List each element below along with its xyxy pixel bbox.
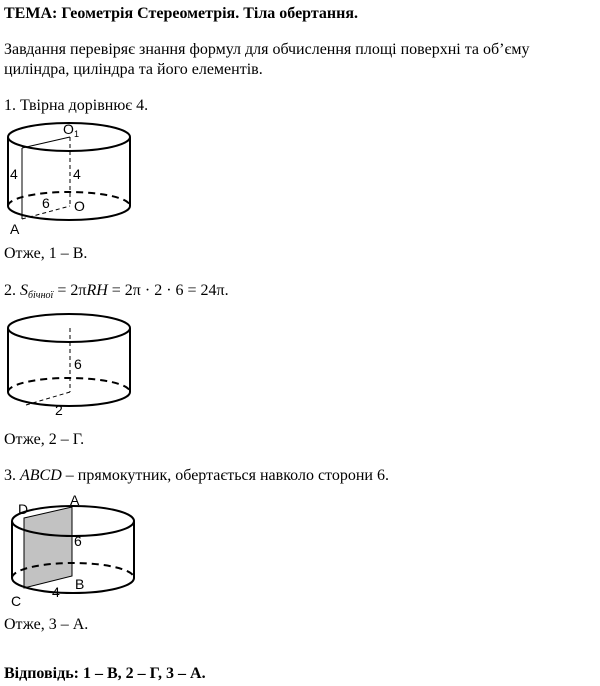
task1-text: 1. Твірна дорівнює 4. — [4, 97, 149, 114]
cyl3-label-a: A — [70, 492, 80, 508]
task3-text — [4, 466, 389, 486]
cyl1-label-radius: 6 — [42, 195, 50, 211]
cyl3-label-height: 6 — [74, 533, 82, 549]
cylinder-figure-1 — [0, 112, 140, 242]
task2-s: S — [20, 282, 28, 299]
cyl2-label-height: 6 — [74, 356, 82, 372]
cyl3-label-d: D — [18, 501, 29, 517]
intro-line-1: Завдання перевіряє знання формул для обчислення площі поверхні та об’єму — [4, 41, 530, 58]
task3-prefix: 3. — [4, 467, 20, 484]
task1-conclusion: Отже, 1 – В. — [4, 245, 88, 262]
cyl1-top-segment — [22, 137, 70, 148]
cylinder-figure-3 — [0, 488, 140, 613]
cyl1-label-point: A — [10, 221, 20, 237]
cylinder-figure-2 — [0, 300, 140, 425]
cyl1-label-center: O — [74, 198, 85, 214]
task3-text-rest: – прямокутник, обертається навколо сторони 6. — [61, 467, 389, 484]
cyl1-label-axis: 4 — [73, 166, 81, 182]
cyl3-label-c: C — [11, 593, 22, 609]
cyl2-label-radius: 2 — [55, 402, 63, 418]
final-answer: Відповідь: 1 – В, 2 – Г, 3 – А. — [4, 665, 206, 682]
intro-line-2: циліндра, циліндра та його елементів. — [4, 61, 263, 78]
task2-s-sub: бічної — [28, 290, 54, 301]
cyl3-label-width: 4 — [52, 584, 60, 600]
task3-abcd: ABCD — [20, 467, 62, 484]
cyl1-bottom-front — [8, 206, 130, 220]
cyl1-label-o1-sub: 1 — [74, 129, 80, 139]
cyl2-bottom-front — [8, 392, 130, 406]
page-title: ТЕМА: Геометрія Стереометрія. Тіла обертання. — [4, 5, 359, 22]
cyl1-label-side: 4 — [10, 166, 18, 182]
cyl2-bottom-back — [8, 378, 130, 392]
cyl1-bottom-back — [8, 192, 130, 206]
task2-conclusion: Отже, 2 – Г. — [4, 431, 85, 448]
task2-formula-rh: RH — [86, 282, 108, 299]
task2-formula-start: = 2π — [53, 282, 87, 299]
task3-conclusion: Отже, 3 – А. — [4, 616, 89, 633]
cyl3-label-b: B — [75, 576, 85, 592]
task2-formula-rest: = 2π · 2 · 6 = 24π. — [107, 282, 229, 299]
task2-prefix: 2. — [4, 282, 20, 299]
cyl3-rectangle-abcd — [24, 507, 72, 588]
cyl2-top-ellipse — [8, 314, 130, 342]
cyl1-label-o1: O — [63, 121, 74, 137]
